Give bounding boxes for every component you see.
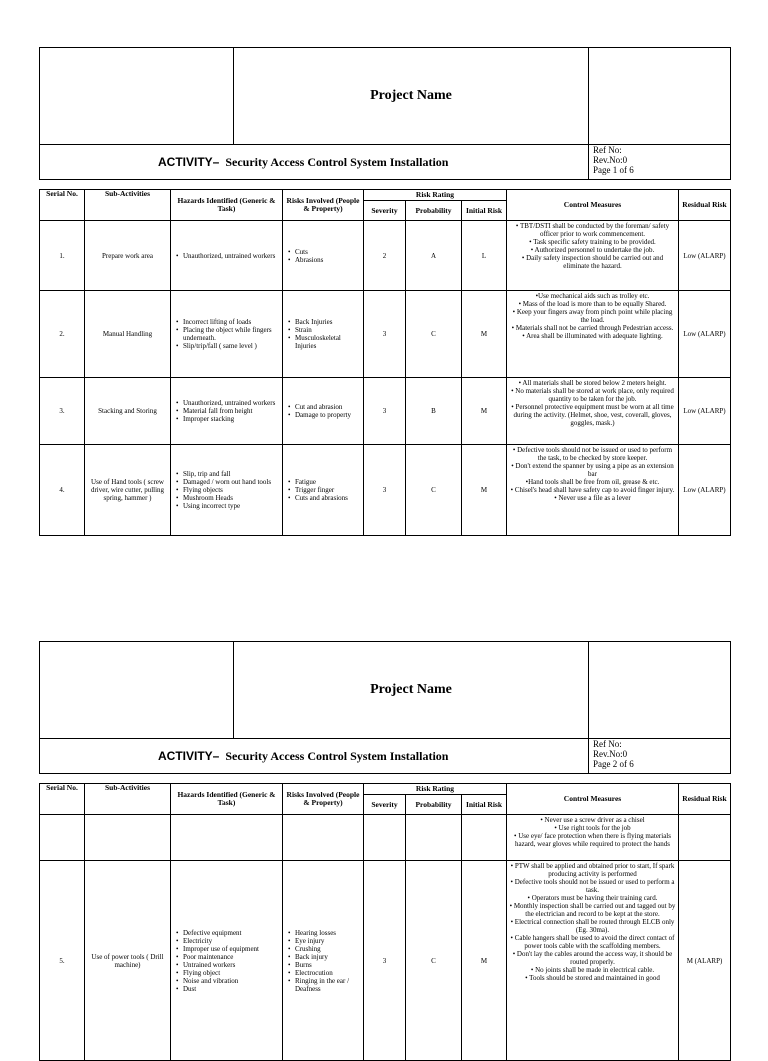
control-measure-item: • No materials shall be stored at work place, only required quantity to be taken for the job. <box>511 387 674 403</box>
control-measure-item: • Operators must be having their training card. <box>527 894 658 902</box>
initial-risk-cell: M <box>462 291 507 378</box>
col-initial-risk: Initial Risk <box>462 795 507 815</box>
probability-cell: A <box>406 221 462 291</box>
col-hazards: Hazards Identified (Generic & Task) <box>171 784 283 815</box>
activity-name: Security Access Control System Installation <box>225 748 449 763</box>
hazards-cell-item: • Improper stacking <box>183 415 279 423</box>
risks-cell-item: • Strain <box>295 326 360 334</box>
control-measure-item: • Personnel protective equipment must be worn at all time during the activity. (Helmet, shoe, vest, coverall, gloves, goggles, mask.) <box>511 403 674 427</box>
hazards-cell-item: • Untrained workers <box>183 961 279 969</box>
hazards-cell <box>171 378 283 445</box>
control-measure-item: • Monthly inspection shall be carried out and tagged out by the electrician and record to be kept at the store. <box>509 902 676 918</box>
page-1-header <box>39 47 730 180</box>
col-sub-activities: Sub-Activities <box>85 784 171 815</box>
risks-cell-item: • Electrocution <box>295 969 360 977</box>
probability-cell: B <box>406 378 462 445</box>
logo-cell-right <box>589 642 731 739</box>
risks-cell-item: • Crushing <box>295 945 360 953</box>
control-measure-item: • Daily safety inspection should be carried out and eliminate the hazard. <box>521 254 664 270</box>
activity-name: Security Access Control System Installation <box>225 154 449 169</box>
risks-cell-item: • Musculoskeletal Injuries <box>295 334 360 350</box>
hazards-cell-item: • Mushroom Heads <box>183 494 279 502</box>
hazards-cell-item: • Unauthorized, untrained workers <box>183 252 279 260</box>
page-1-risk-table <box>39 189 730 536</box>
risks-cell-item: • Back Injuries <box>295 318 360 326</box>
col-probability: Probability <box>406 795 462 815</box>
control-measure-item: •Use mechanical aids such as trolley etc. <box>535 292 650 300</box>
col-risk-rating: Risk Rating <box>364 190 507 201</box>
control-measure-item: •Hand tools shall be free from oil, grease & etc. <box>525 478 660 486</box>
sub-activity-cell: Stacking and Storing <box>85 378 171 445</box>
control-measure-item: • Defective tools should not be issued or used to perform a task. <box>510 878 675 894</box>
control-measure-item: • TBT/DSTI shall be conducted by the foreman/ safety officer prior to work commencement. <box>515 222 670 238</box>
control-measure-item: • Never use a screw driver as a chisel <box>540 816 645 824</box>
col-serial: Serial No. <box>40 190 85 221</box>
risks-cell <box>283 445 364 536</box>
project-name: Project Name <box>234 48 589 145</box>
hazards-cell-item: • Slip, trip and fall <box>183 470 279 478</box>
risks-cell-item: • Eye injury <box>295 937 360 945</box>
risks-cell-item: • Cuts and abrasions <box>295 494 360 502</box>
risks-cell-item: • Cut and abrasion <box>295 403 360 411</box>
residual-risk-cell <box>679 815 731 861</box>
hazards-cell-item: • Dust <box>183 985 279 993</box>
hazards-cell-item: • Defective equipment <box>183 929 279 937</box>
control-measure-item: • Chisel's head shall have safety cap to avoid finger injury. <box>510 486 675 494</box>
severity-cell: 3 <box>364 291 406 378</box>
hazards-cell-item: • Flying objects <box>183 486 279 494</box>
control-measure-item: • Cable hangers shall be used to avoid the direct contact of power tools cable with the scaffolding members. <box>510 934 675 950</box>
hazards-cell-item: • Material fall from height <box>183 407 279 415</box>
risks-cell-item: • Cuts <box>295 248 360 256</box>
col-control: Control Measures <box>507 190 679 221</box>
col-residual: Residual Risk <box>679 784 731 815</box>
sub-activity-cell: Use of Hand tools ( screw driver, wire cutter, pulling spring, hammer ) <box>85 445 171 536</box>
hazards-cell <box>171 221 283 291</box>
control-measure-item: • Keep your fingers away from pinch point while placing the load. <box>512 308 673 324</box>
control-measure-item: • Mass of the load is more than to be equally Shared. <box>518 300 667 308</box>
control-measure-item: • Defective tools should not be issued or used to perform the task, to be checked by store keeper. <box>512 446 673 462</box>
activity-label: ACTIVITY– <box>158 154 220 169</box>
control-measure-item: • Use right tools for the job <box>554 824 631 832</box>
risks-cell-item: • Back injury <box>295 953 360 961</box>
col-control: Control Measures <box>507 784 679 815</box>
initial-risk-cell: M <box>462 861 507 1061</box>
severity-cell: 3 <box>364 445 406 536</box>
col-initial-risk: Initial Risk <box>462 201 507 221</box>
control-measures-cell <box>507 291 679 378</box>
col-sub-activities: Sub-Activities <box>85 190 171 221</box>
table-row <box>40 221 731 291</box>
ref-no: Ref No: <box>593 739 622 749</box>
serial-cell <box>40 815 85 861</box>
sub-activity-cell <box>85 815 171 861</box>
control-measure-item: • Don't lay the cables around the access way, it should be routed properly. <box>512 950 673 966</box>
initial-risk-cell: L <box>462 221 507 291</box>
probability-cell: C <box>406 861 462 1061</box>
risks-cell-item: • Abrasions <box>295 256 360 264</box>
table-row <box>40 378 731 445</box>
hazards-cell-item: • Damaged / worn out hand tools <box>183 478 279 486</box>
page-2-risk-table <box>39 783 730 1061</box>
table-row <box>40 445 731 536</box>
logo-cell-left <box>40 642 234 739</box>
control-measures-cell <box>507 445 679 536</box>
table-row <box>40 861 731 1061</box>
hazards-cell <box>171 861 283 1061</box>
activity-title <box>40 145 589 180</box>
control-measure-item: • Electrical connection shall be routed through ELCB only (Eg. 30ma). <box>510 918 675 934</box>
sub-activity-cell: Use of power tools ( Drill machine) <box>85 861 171 1061</box>
page-2-header <box>39 641 730 774</box>
hazards-cell-item: • Incorrect lifting of loads <box>183 318 279 326</box>
severity-cell: 3 <box>364 378 406 445</box>
probability-cell: C <box>406 445 462 536</box>
control-measures-cell <box>507 378 679 445</box>
table-row <box>40 815 731 861</box>
severity-cell: 3 <box>364 861 406 1061</box>
col-hazards: Hazards Identified (Generic & Task) <box>171 190 283 221</box>
rev-no: Rev.No:0 <box>593 749 628 759</box>
risks-cell <box>283 291 364 378</box>
probability-cell: C <box>406 291 462 378</box>
hazards-cell <box>171 445 283 536</box>
serial-cell: 4. <box>40 445 85 536</box>
page-number: Page 2 of 6 <box>593 759 634 769</box>
col-risks: Risks Involved (People & Property) <box>283 784 364 815</box>
initial-risk-cell: M <box>462 378 507 445</box>
col-serial: Serial No. <box>40 784 85 815</box>
risks-cell <box>283 221 364 291</box>
control-measures-cell <box>507 861 679 1061</box>
control-measure-item: • Don't extend the spanner by using a pipe as an extension bar <box>511 462 674 478</box>
initial-risk-cell: M <box>462 445 507 536</box>
residual-risk-cell: Low (ALARP) <box>679 291 731 378</box>
residual-risk-cell: M (ALARP) <box>679 861 731 1061</box>
serial-cell: 1. <box>40 221 85 291</box>
activity-label: ACTIVITY– <box>158 748 220 763</box>
probability-cell <box>406 815 462 861</box>
sub-activity-cell: Prepare work area <box>85 221 171 291</box>
hazards-cell <box>171 815 283 861</box>
residual-risk-cell: Low (ALARP) <box>679 445 731 536</box>
control-measure-item: • Task specific safety training to be provided. <box>529 238 656 246</box>
control-measure-item: • Materials shall not be carried through Pedestrian access. <box>511 324 674 332</box>
hazards-cell-item: • Unauthorized, untrained workers <box>183 399 279 407</box>
risks-cell <box>283 861 364 1061</box>
hazards-cell-item: • Flying object <box>183 969 279 977</box>
col-severity: Severity <box>364 201 406 221</box>
control-measure-item: • Use eye/ face protection when there is flying materials hazard, wear gloves while required to protect the hands <box>514 832 671 848</box>
control-measures-cell <box>507 815 679 861</box>
ref-no: Ref No: <box>593 145 622 155</box>
control-measure-item: • All materials shall be stored below 2 meters height. <box>518 379 667 387</box>
hazards-cell-item: • Improper use of equipment <box>183 945 279 953</box>
logo-cell-left <box>40 48 234 145</box>
hazards-cell-item: • Slip/trip/fall ( same level ) <box>183 342 279 350</box>
control-measure-item: • Authorized personnel to undertake the job. <box>530 246 655 254</box>
risks-cell <box>283 378 364 445</box>
risks-cell-item: • Ringing in the ear / Deafness <box>295 977 360 993</box>
table-row <box>40 291 731 378</box>
control-measure-item: • Area shall be illuminated with adequate lighting. <box>522 332 663 340</box>
hazards-cell-item: • Placing the object while fingers underneath. <box>183 326 279 342</box>
initial-risk-cell <box>462 815 507 861</box>
risks-cell <box>283 815 364 861</box>
serial-cell: 2. <box>40 291 85 378</box>
residual-risk-cell: Low (ALARP) <box>679 221 731 291</box>
logo-cell-right <box>589 48 731 145</box>
hazards-cell-item: • Using incorrect type <box>183 502 279 510</box>
project-name: Project Name <box>234 642 589 739</box>
activity-title <box>40 739 589 774</box>
ref-block <box>589 145 731 180</box>
risks-cell-item: • Hearing losses <box>295 929 360 937</box>
hazards-cell-item: • Electricity <box>183 937 279 945</box>
hazards-cell-item: • Poor maintenance <box>183 953 279 961</box>
page-number: Page 1 of 6 <box>593 165 634 175</box>
col-residual: Residual Risk <box>679 190 731 221</box>
severity-cell <box>364 815 406 861</box>
col-risk-rating: Risk Rating <box>364 784 507 795</box>
rev-no: Rev.No:0 <box>593 155 628 165</box>
serial-cell: 5. <box>40 861 85 1061</box>
col-severity: Severity <box>364 795 406 815</box>
control-measures-cell <box>507 221 679 291</box>
risks-cell-item: • Damage to property <box>295 411 360 419</box>
severity-cell: 2 <box>364 221 406 291</box>
residual-risk-cell: Low (ALARP) <box>679 378 731 445</box>
control-measure-item: • Never use a file as a lever <box>554 494 631 502</box>
hazards-cell <box>171 291 283 378</box>
col-probability: Probability <box>406 201 462 221</box>
risks-cell-item: • Fatigue <box>295 478 360 486</box>
control-measure-item: • PTW shall be applied and obtained prior to start, If spark producing activity is performed <box>510 862 675 878</box>
sub-activity-cell: Manual Handling <box>85 291 171 378</box>
serial-cell: 3. <box>40 378 85 445</box>
risks-cell-item: • Burns <box>295 961 360 969</box>
hazards-cell-item: • Noise and vibration <box>183 977 279 985</box>
control-measure-item: • No joints shall be made in electrical cable. <box>530 966 655 974</box>
control-measure-item: • Tools should be stored and maintained in good <box>525 974 660 982</box>
risks-cell-item: • Trigger finger <box>295 486 360 494</box>
ref-block <box>589 739 731 774</box>
col-risks: Risks Involved (People & Property) <box>283 190 364 221</box>
